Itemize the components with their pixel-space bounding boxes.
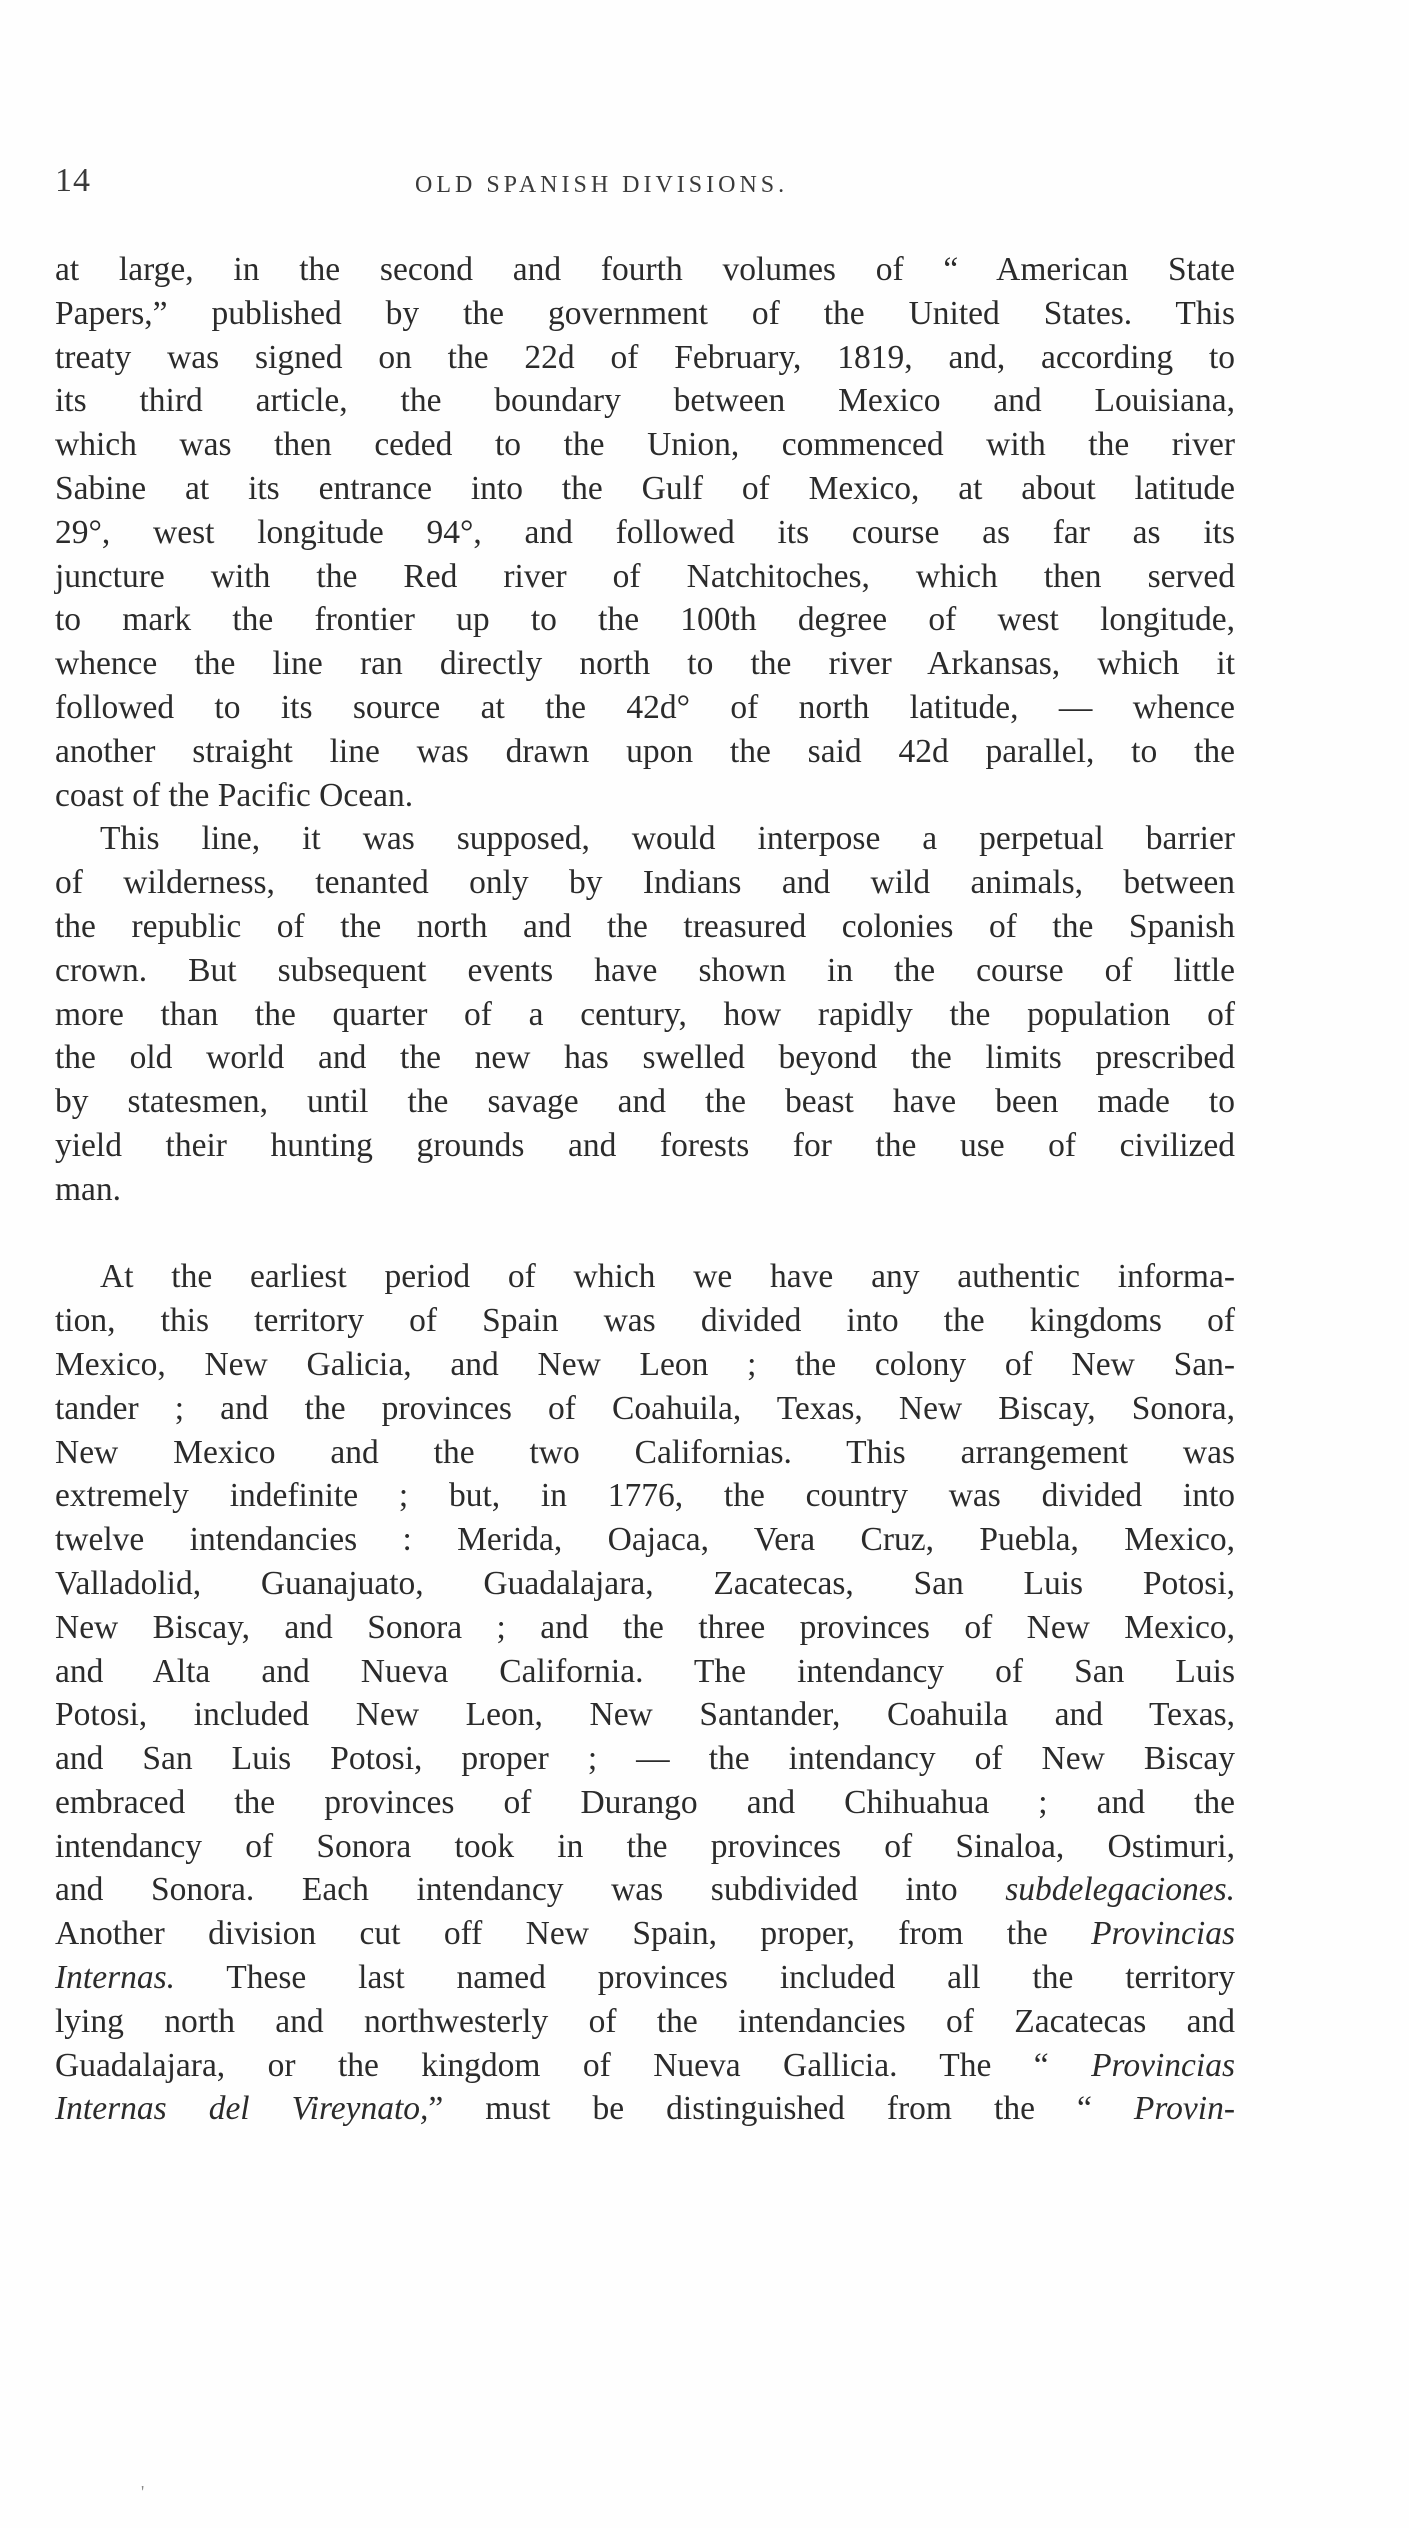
body-text xyxy=(55,248,1235,2131)
text-span: Another division cut off New Spain, proper, from the xyxy=(55,1915,1092,1953)
text-line: juncture with the Red river of Natchitoches, which then served xyxy=(55,557,1235,595)
paragraph-2 xyxy=(55,817,1235,1211)
text-line: twelve intendancies : Merida, Oajaca, Vera Cruz, Puebla, Mexico, xyxy=(55,1521,1235,1559)
page-header xyxy=(55,162,1235,212)
text-line: to mark the frontier up to the 100th degree of west longitude, xyxy=(55,601,1235,639)
italic-term: Provincias xyxy=(1091,1915,1235,1953)
text-line: 29°, west longitude 94°, and followed its course as far as its xyxy=(55,513,1235,551)
text-line: the republic of the north and the treasured colonies of the Spanish xyxy=(55,907,1235,945)
text-line xyxy=(55,2087,1235,2131)
section-gap xyxy=(55,1212,1235,1256)
text-line: tion, this territory of Spain was divided into the kingdoms of xyxy=(55,1302,1235,1340)
text-line: Potosi, included New Leon, New Santander, Coahuila and Texas, xyxy=(55,1696,1235,1734)
text-line: embraced the provinces of Durango and Chihuahua ; and the xyxy=(55,1783,1235,1821)
text-line: tander ; and the provinces of Coahuila, Texas, New Biscay, Sonora, xyxy=(55,1389,1235,1427)
text-line: extremely indefinite ; but, in 1776, the country was divided into xyxy=(55,1477,1235,1515)
text-line: Papers,” published by the government of the United States. This xyxy=(55,294,1235,332)
text-line xyxy=(55,1868,1235,1912)
text-line: and San Luis Potosi, proper ; — the intendancy of New Biscay xyxy=(55,1740,1235,1778)
italic-term: Internas del Vireynato, xyxy=(55,2090,429,2128)
text-line: of wilderness, tenanted only by Indians and wild animals, between xyxy=(55,864,1235,902)
text-span: and Sonora. Each intendancy was subdivided into xyxy=(55,1871,1006,1909)
text-line: New Mexico and the two Californias. This arrangement was xyxy=(55,1433,1235,1471)
text-line: coast of the Pacific Ocean. xyxy=(55,776,414,814)
text-line xyxy=(55,1912,1235,1956)
text-line: treaty was signed on the 22d of February, 1819, and, according to xyxy=(55,338,1235,376)
text-line: At the earliest period of which we have any authentic informa- xyxy=(100,1258,1235,1296)
page-number: 14 xyxy=(55,162,91,199)
text-span: ” must be distinguished from the “ xyxy=(428,2090,1134,2128)
text-line: New Biscay, and Sonora ; and the three provinces of New Mexico, xyxy=(55,1608,1235,1646)
text-line xyxy=(55,1956,1235,2000)
text-line: Mexico, New Galicia, and New Leon ; the colony of New San- xyxy=(55,1345,1235,1383)
text-line: intendancy of Sonora took in the provinces of Sinaloa, Ostimuri, xyxy=(55,1827,1235,1865)
text-line: at large, in the second and fourth volumes of “ American State xyxy=(55,251,1235,288)
text-line xyxy=(55,2044,1235,2088)
text-line: lying north and northwesterly of the intendancies of Zacatecas and xyxy=(55,2002,1235,2040)
text-line: yield their hunting grounds and forests for the use of civilized xyxy=(55,1126,1235,1164)
text-line: man. xyxy=(55,1170,122,1208)
text-line: another straight line was drawn upon the said 42d parallel, to the xyxy=(55,732,1235,770)
text-line: which was then ceded to the Union, commenced with the river xyxy=(55,426,1235,464)
paragraph-1 xyxy=(55,248,1235,817)
text-line: Valladolid, Guanajuato, Guadalajara, Zacatecas, San Luis Potosi, xyxy=(55,1564,1235,1602)
italic-term: Provincias xyxy=(1091,2046,1235,2084)
text-line: This line, it was supposed, would interpose a perpetual barrier xyxy=(100,820,1235,858)
text-line: crown. But subsequent events have shown in the course of little xyxy=(55,951,1235,989)
text-line: Sabine at its entrance into the Gulf of Mexico, at about latitude xyxy=(55,469,1235,507)
paragraph-3 xyxy=(55,1255,1235,2131)
text-line: and Alta and Nueva California. The intendancy of San Luis xyxy=(55,1652,1235,1690)
text-line: more than the quarter of a century, how rapidly the population of xyxy=(55,995,1235,1033)
text-line: the old world and the new has swelled beyond the limits prescribed xyxy=(55,1039,1235,1077)
italic-term: Provin- xyxy=(1133,2090,1235,2128)
text-line: followed to its source at the 42d° of north latitude, — whence xyxy=(55,688,1235,726)
text-line: by statesmen, until the savage and the beast have been made to xyxy=(55,1083,1235,1121)
footer-mark: ' xyxy=(141,2482,145,2502)
text-span: These last named provinces included all the territory xyxy=(175,1959,1235,1997)
italic-term: subdelegaciones. xyxy=(1005,1871,1235,1909)
running-head: OLD SPANISH DIVISIONS. xyxy=(415,172,789,198)
text-span: Guadalajara, or the kingdom of Nueva Gallicia. The “ xyxy=(55,2046,1092,2084)
text-line: its third article, the boundary between Mexico and Louisiana, xyxy=(55,382,1235,420)
italic-term: Internas. xyxy=(55,1959,176,1997)
text-line: whence the line ran directly north to the river Arkansas, which it xyxy=(55,645,1235,683)
